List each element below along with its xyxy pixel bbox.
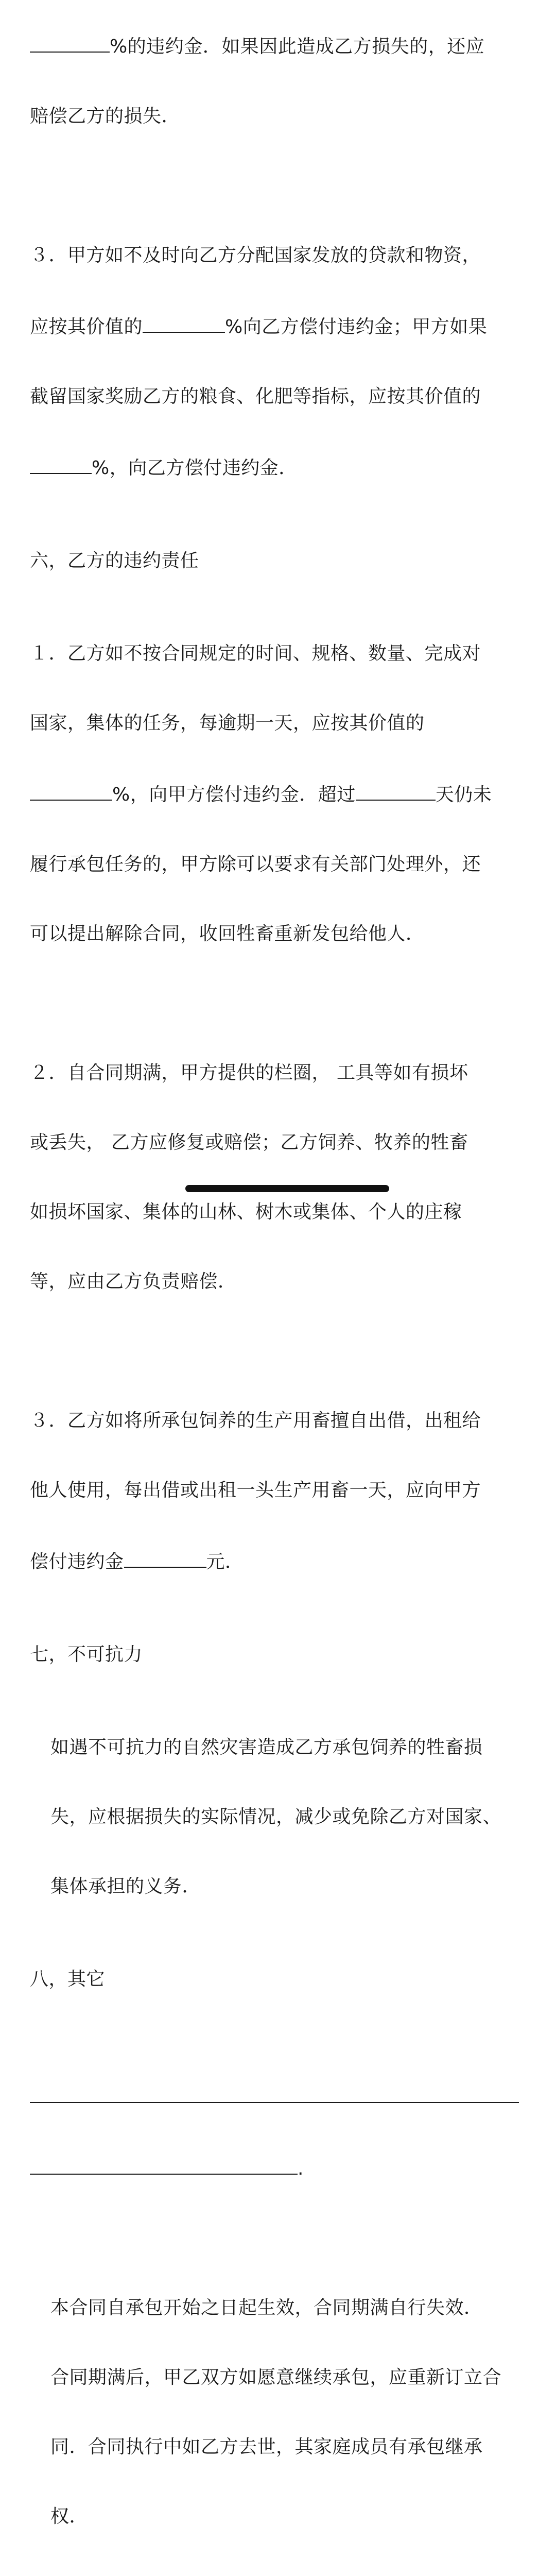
text-line: 可以提出解除合同，收回牲畜重新发包给他人．	[30, 923, 425, 944]
text-fragment: %向乙方偿付违约金；甲方如果	[225, 316, 488, 337]
text-fragment: %，向乙方偿付违约金．	[92, 457, 298, 479]
paragraph-other-blank	[30, 2037, 524, 2227]
text-fragment: .	[298, 2158, 304, 2179]
text-line: 他人使用，每出借或出租一头生产用畜一天，应向甲方	[30, 1480, 481, 1501]
paragraph-party-b-clause-2	[30, 1015, 524, 1340]
paragraph-party-b-clause-3	[30, 1363, 524, 1620]
text-line: 或丢失， 乙方应修复或赔偿；乙方饲养、牧养的牲畜	[30, 1132, 468, 1153]
contract-document	[30, 0, 524, 2576]
text-fragment: %，向甲方偿付违约金．超过	[112, 784, 356, 805]
text-fragment: 偿付违约金	[30, 1551, 124, 1572]
text-line: 如损坏国家、集体的山林、树木或集体、个人的庄稼	[30, 1201, 462, 1223]
home-indicator[interactable]	[185, 1185, 389, 1192]
blank-field	[143, 313, 225, 333]
blank-field	[30, 2083, 519, 2103]
text-line: 失，应根据损失的实际情况，减少或免除乙方对国家、	[50, 1806, 502, 1827]
paragraph-effective	[30, 2250, 524, 2574]
paragraph-party-b-clause-1	[30, 596, 524, 992]
text-line: 履行承包任务的，甲方除可以要求有关部门处理外，还	[30, 854, 481, 875]
text-line: ３．乙方如将所承包饲养的生产用畜擅自出借，出租给	[30, 1410, 481, 1431]
blank-field	[124, 1548, 206, 1568]
paragraph-party-a-clause-3	[30, 197, 524, 526]
blank-field	[30, 33, 110, 53]
section-heading-8: 八，其它	[30, 1969, 106, 1990]
paragraph-force-majeure	[30, 1689, 524, 1944]
text-line: ３．甲方如不及时向乙方分配国家发放的贷款和物资，	[30, 245, 481, 266]
text-line: 国家，集体的任务，每逾期一天，应按其价值的	[30, 713, 425, 734]
blank-field	[30, 2155, 298, 2175]
blank-field	[30, 454, 92, 474]
blank-field	[30, 781, 112, 801]
text-line: %的违约金．如果因此造成乙方损失的，还应	[110, 36, 485, 57]
text-line: 赔偿乙方的损失．	[30, 106, 181, 127]
section-heading-6: 六，乙方的违约责任	[30, 550, 199, 571]
text-line: １．乙方如不按合同规定的时间、规格、数量、完成对	[30, 643, 481, 664]
text-line: 等，应由乙方负责赔偿．	[30, 1271, 237, 1292]
text-line: 同．合同执行中如乙方去世，其家庭成员有承包继承	[50, 2436, 483, 2458]
text-line: 合同期满后，甲乙双方如愿意继续承包，应重新订立合	[50, 2367, 502, 2388]
blank-field	[356, 781, 436, 801]
text-line: 截留国家奖励乙方的粮食、化肥等指标，应按其价值的	[30, 386, 481, 407]
text-line: 权．	[50, 2506, 89, 2527]
text-line: 如遇不可抗力的自然灾害造成乙方承包饲养的牲畜损	[50, 1737, 483, 1758]
text-fragment: 应按其价值的	[30, 316, 143, 337]
text-line: 本合同自承包开始之日起生效，合同期满自行失效．	[50, 2297, 483, 2318]
text-line: 集体承担的义务．	[50, 1876, 201, 1897]
text-fragment: 元．	[206, 1551, 244, 1572]
spacer	[30, 2014, 524, 2037]
text-line: ２．自合同期满，甲方提供的栏圈， 工具等如有损坏	[30, 1062, 468, 1083]
text-fragment: 天仍未	[435, 784, 492, 805]
section-heading-7: 七，不可抗力	[30, 1644, 143, 1665]
paragraph-penalty-tail	[30, 0, 524, 174]
